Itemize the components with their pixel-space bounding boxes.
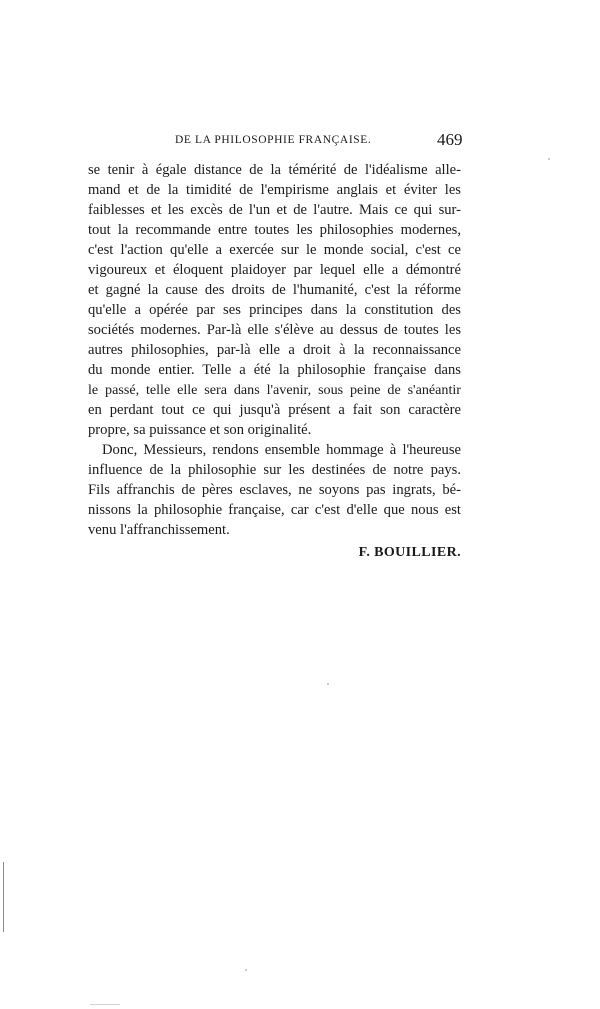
author-signature — [88, 540, 461, 566]
text-line: faiblesses et les excès de l'un et de l'autre. Mais ce qui sur- — [88, 202, 461, 218]
signature-rest: OUILLIER. — [383, 545, 461, 560]
text-line: Fils affranchis de pères esclaves, ne soyons pas ingrats, bé- — [88, 482, 461, 498]
text-line: venu l'affranchissement. — [88, 522, 230, 538]
text-line: le passé, telle elle sera dans l'avenir, sous peine de s'anéantir — [88, 382, 461, 398]
text-line: c'est l'action qu'elle a exercée sur le monde social, c'est ce — [88, 242, 461, 258]
text-line: se tenir à égale distance de la témérité de l'idéalisme alle- — [88, 162, 461, 178]
text-line: propre, sa puissance et son originalité. — [88, 422, 312, 438]
text-line: Donc, Messieurs, rendons ensemble hommage à l'heureuse — [102, 442, 461, 458]
text-line: mand et de la timidité de l'empirisme anglais et éviter les — [88, 182, 461, 198]
text-line: nissons la philosophie française, car c'est d'elle que nous est — [88, 502, 461, 518]
text-line: du monde entier. Telle a été la philosophie française dans — [88, 362, 461, 378]
paragraph-1 — [88, 160, 461, 440]
paper-speck — [548, 158, 550, 160]
running-title: DE LA PHILOSOPHIE FRANÇAISE. — [175, 134, 372, 146]
signature-initial: F. B — [358, 545, 384, 560]
paper-smudge — [90, 1004, 120, 1005]
scan-margin-line — [3, 862, 4, 932]
paper-speck — [245, 969, 247, 971]
text-line: influence de la philosophie sur les destinées de notre pays. — [88, 462, 461, 478]
paragraph-2 — [88, 440, 461, 540]
text-line: autres philosophies, par-là elle a droit à la reconnaissance — [88, 342, 461, 358]
body-text — [88, 160, 461, 566]
page-number: 469 — [437, 130, 463, 149]
text-line: vigoureux et éloquent plaidoyer par lequel elle a démontré — [88, 262, 461, 278]
paper-speck — [327, 683, 329, 685]
text-line: et gagné la cause des droits de l'humanité, c'est la réforme — [88, 282, 461, 298]
text-line: qu'elle a opérée par ses principes dans la constitution des — [88, 302, 461, 318]
running-head — [0, 130, 600, 154]
text-line: sociétés modernes. Par-là elle s'élève au dessus de toutes les — [88, 322, 461, 338]
text-line: tout la recommande entre toutes les philosophies modernes, — [88, 222, 461, 238]
text-line: en perdant tout ce qui jusqu'à présent a fait son caractère — [88, 402, 461, 418]
